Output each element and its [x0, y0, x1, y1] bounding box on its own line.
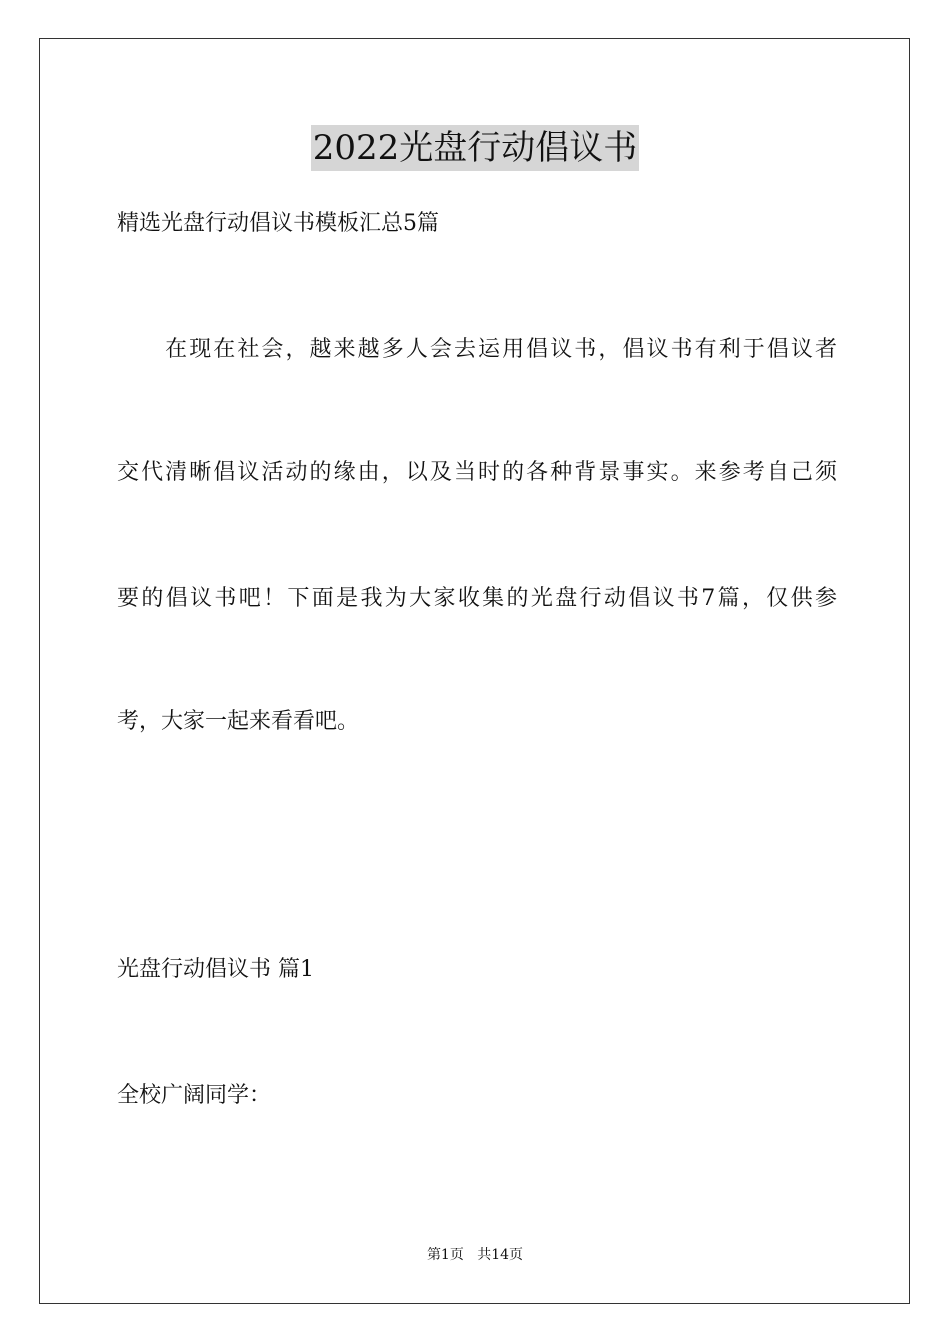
page-total: 共14页 [477, 1247, 524, 1263]
intro-line-1: 在现在社会，越来越多人会去运用倡议书，倡议书有利于倡议者 [117, 337, 837, 362]
section-heading: 光盘行动倡议书 篇1 [117, 957, 314, 982]
title-container [0, 125, 950, 171]
salutation: 全校广阔同学： [117, 1083, 272, 1108]
intro-line-4: 考，大家一起来看看吧。 [117, 709, 360, 734]
document-title: 2022光盘行动倡议书 [311, 125, 640, 171]
page-number: 第1页 [426, 1247, 464, 1263]
intro-line-3: 要的倡议书吧！下面是我为大家收集的光盘行动倡议书7篇，仅供参 [117, 586, 837, 611]
page-footer [0, 1245, 950, 1265]
intro-line-2: 交代清晰倡议活动的缘由，以及当时的各种背景事实。来参考自己须 [117, 460, 837, 485]
document-subtitle: 精选光盘行动倡议书模板汇总5篇 [117, 211, 439, 236]
